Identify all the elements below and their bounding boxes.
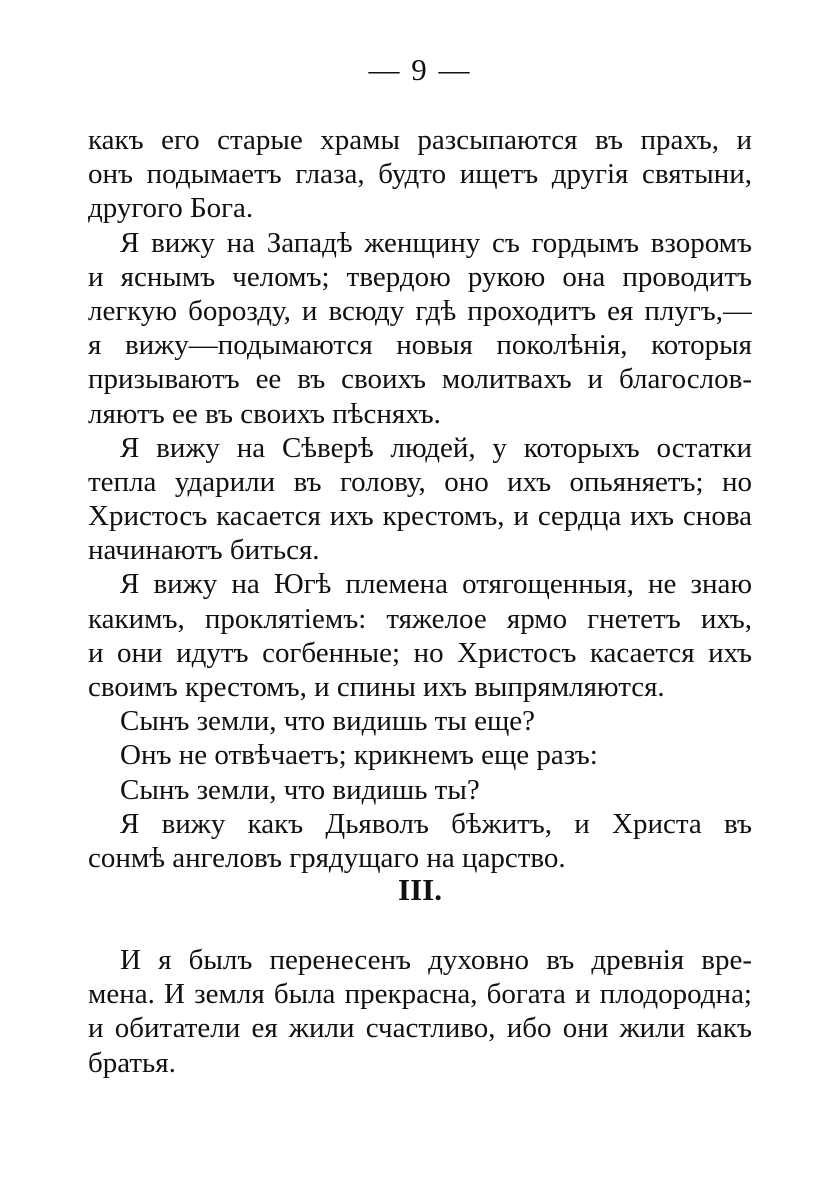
text-block-2 — [88, 943, 752, 1080]
text-line: Христосъ касается ихъ крестомъ, и сердца ихъ снова — [88, 500, 752, 533]
text-line: своимъ крестомъ, и спины ихъ выпрямляются. — [88, 671, 665, 703]
page-number: — 9 — — [368, 52, 472, 87]
text-line: легкую борозду, и всюду гдѣ проходитъ ея плугъ,— — [88, 294, 752, 327]
text-line: Сынъ земли, что видишь ты еще? — [120, 705, 536, 738]
text-line: какимъ, проклятіемъ: тяжелое ярмо гнететъ ихъ, — [88, 602, 752, 635]
text-line: братья. — [88, 1046, 176, 1079]
text-line: и яснымъ челомъ; твердою рукою она проводитъ — [88, 260, 752, 293]
text-line: другого Бога. — [88, 192, 254, 225]
text-line: Я вижу какъ Дьяволъ бѣжитъ, и Христа въ — [120, 807, 752, 840]
text-line: сонмѣ ангеловъ грядущаго на царство. — [88, 841, 566, 874]
text-line: И я былъ перенесенъ духовно въ древнія вре- — [120, 944, 752, 976]
text-line: Онъ не отвѣчаетъ; крикнемъ еще разъ: — [120, 739, 598, 772]
text-line: какъ его старые храмы разсыпаются въ прахъ, и — [88, 124, 752, 156]
text-line: тепла ударили въ голову, оно ихъ опьяняетъ; но — [88, 465, 752, 498]
text-block-1 — [88, 123, 752, 875]
text-line: я вижу—подымаются новыя поколѣнія, которыя — [88, 329, 752, 362]
text-line: Сынъ земли, что видишь ты? — [120, 773, 480, 806]
text-line: мена. И земля была прекрасна, богата и плодородна; — [88, 978, 752, 1011]
text-line: ляютъ ее въ своихъ пѣсняхъ. — [88, 397, 441, 430]
text-line: Я вижу на Западѣ женщину съ гордымъ взоромъ — [120, 226, 752, 259]
section-heading: III. — [398, 872, 442, 907]
text-line: призываютъ ее въ своихъ молитвахъ и благослов- — [88, 363, 752, 396]
text-line: начинаютъ биться. — [88, 534, 320, 567]
text-line: Я вижу на Югѣ племена отягощенныя, не знаю — [120, 568, 752, 601]
text-line: онъ подымаетъ глаза, будто ищетъ другія святыни, — [88, 158, 752, 191]
text-line: и они идутъ согбенные; но Христосъ касается ихъ — [88, 636, 752, 669]
text-line: Я вижу на Сѣверѣ людей, у которыхъ остатки — [120, 431, 752, 464]
text-line: и обитатели ея жили счастливо, ибо они жили какъ — [88, 1012, 752, 1045]
